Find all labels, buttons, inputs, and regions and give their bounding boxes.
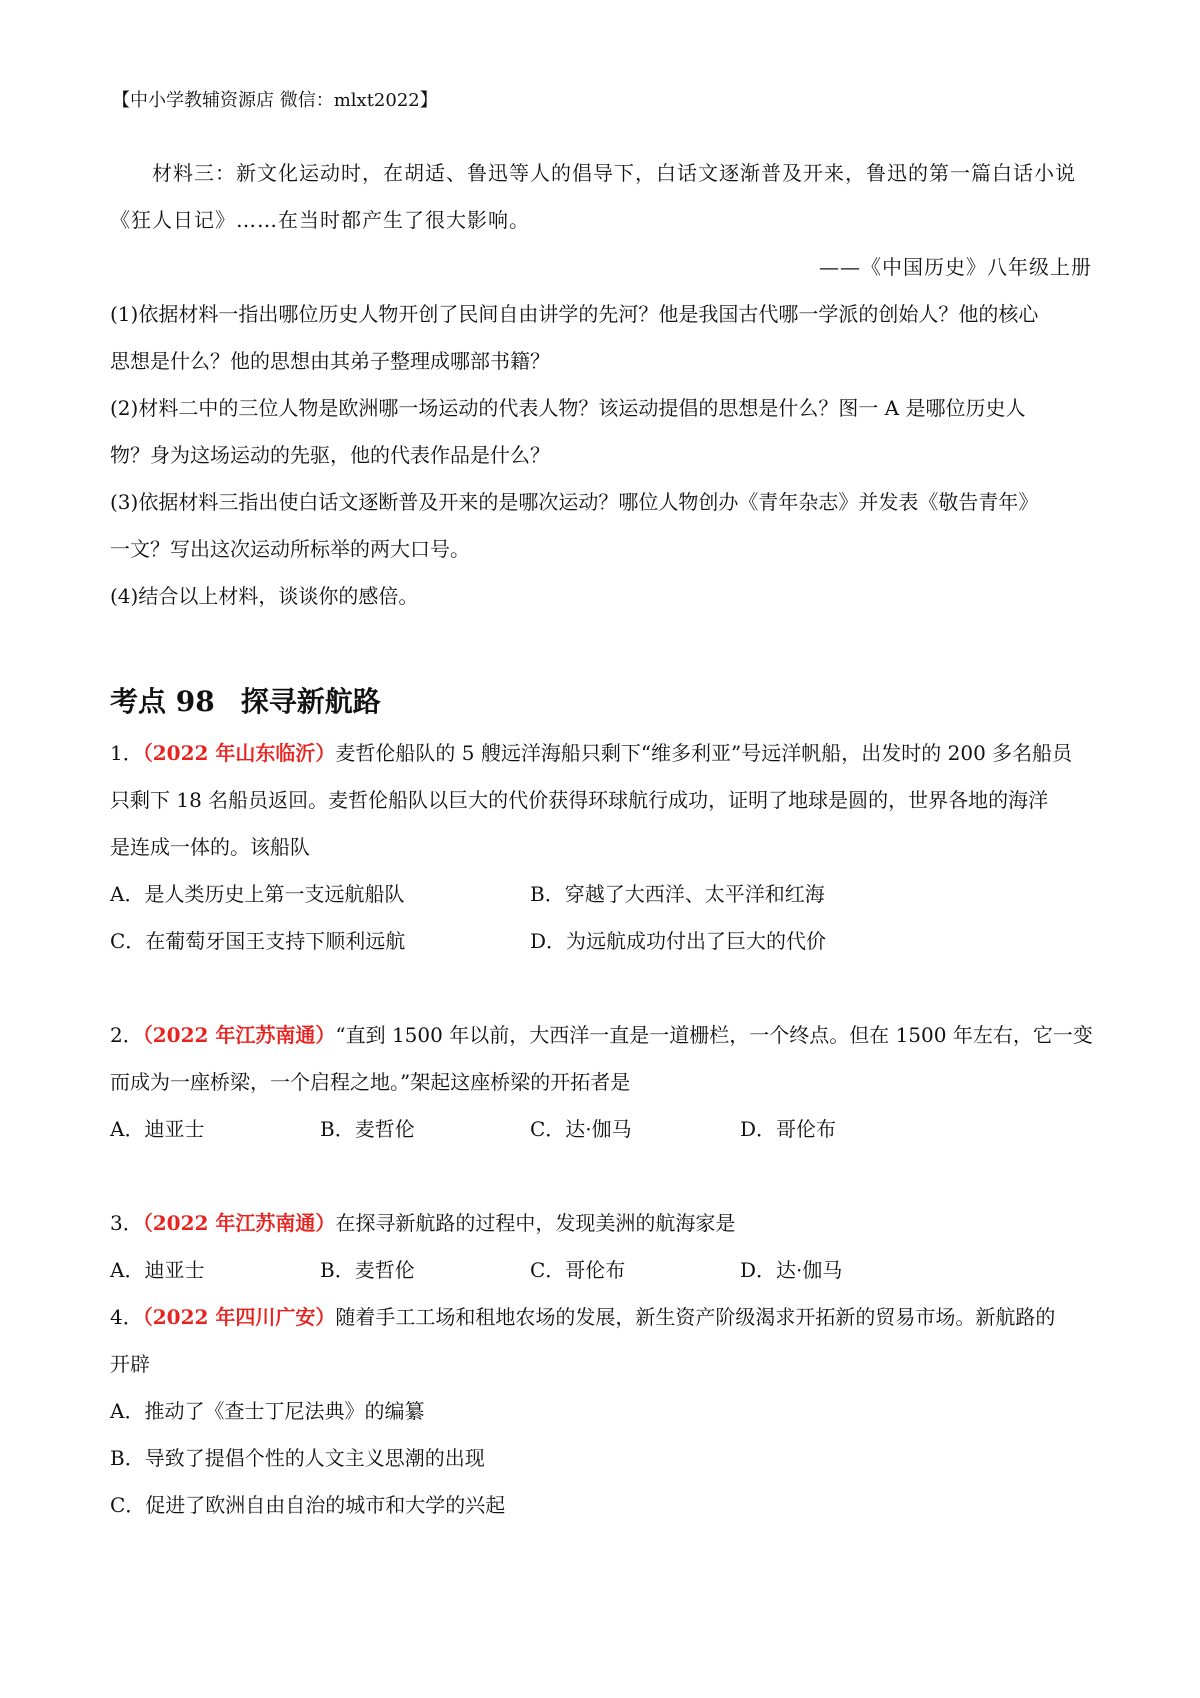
item-2-option-c: C．达·伽马 (530, 1117, 632, 1141)
item-1-option-a: A．是人类历史上第一支远航船队 (110, 882, 405, 906)
question-4-line1: (4)结合以上材料，谈谈你的感倍。 (110, 584, 419, 608)
item-1-option-c: C．在葡萄牙国王支持下顺利远航 (110, 929, 406, 953)
page-header: 【中小学教辅资源店 微信：mlxt2022】 (112, 90, 438, 111)
item-1-option-b: B．穿越了大西洋、太平洋和红海 (530, 882, 825, 906)
item-3-source: （2022 年江苏南通） (142, 1211, 336, 1235)
item-4-option-b: B．导致了提倡个性的人文主义思潮的出现 (110, 1446, 485, 1470)
item-2-option-d: D．哥伦布 (740, 1117, 837, 1141)
item-3-number: 3． (110, 1211, 143, 1235)
item-2-number: 2． (110, 1023, 143, 1047)
item-4-source: （2022 年四川广安） (142, 1305, 336, 1329)
question-2-line2: 物？身为这场运动的先驱，他的代表作品是什么？ (110, 443, 550, 467)
item-1-number: 1． (110, 741, 143, 765)
material3-line2: 《狂人日记》……在当时都产生了很大影响。 (110, 208, 530, 232)
item-1-option-d: D．为远航成功付出了巨大的代价 (530, 929, 827, 953)
item-3-option-a: A．迪亚士 (110, 1258, 205, 1282)
item-1-line2: 只剩下 18 名船员返回。麦哲伦船队以巨大的代价获得环球航行成功，证明了地球是圆的，世界各地的海洋 (110, 788, 1049, 812)
item-2-option-b: B．麦哲伦 (320, 1117, 415, 1141)
question-3-line1: (3)依据材料三指出使白话文逐断普及开来的是哪次运动？哪位人物创办《青年杂志》并发表《敬告青年》 (110, 490, 1039, 514)
section-heading (110, 680, 381, 720)
section-title: 探寻新航路 (240, 685, 381, 718)
question-1-line2: 思想是什么？他的思想由其弟子整理成哪部书籍？ (110, 349, 550, 373)
item-4-line1 (110, 1301, 1055, 1330)
item-3-option-c: C．哥伦布 (530, 1258, 626, 1282)
item-3-option-d: D．达·伽马 (740, 1258, 843, 1282)
item-4-number: 4． (110, 1305, 143, 1329)
material3-line1: 材料三：新文化运动时，在胡适、鲁迅等人的倡导下，白话文逐渐普及开来，鲁迅的第一篇白话小说 (152, 161, 1076, 185)
item-2-line1 (110, 1019, 1093, 1048)
item-1-line3: 是连成一体的。该船队 (110, 835, 310, 859)
item-4-option-a: A．推动了《查士丁尼法典》的编纂 (110, 1399, 425, 1423)
material3-source: ——《中国历史》八年级上册 (819, 255, 1092, 279)
question-2-line1: (2)材料二中的三位人物是欧洲哪一场运动的代表人物？该运动提倡的思想是什么？图一 A 是哪位历史人 (110, 396, 1026, 420)
item-3-option-b: B．麦哲伦 (320, 1258, 415, 1282)
item-1-line1 (110, 737, 1072, 766)
question-1-line1: (1)依据材料一指出哪位历史人物开创了民间自由讲学的先河？他是我国古代哪一学派的创始人？他的核心 (110, 302, 1039, 326)
item-4-line2: 开辟 (110, 1352, 150, 1376)
question-3-line2: 一文？写出这次运动所标举的两大口号。 (110, 537, 470, 561)
item-1-source: （2022 年山东临沂） (142, 741, 336, 765)
item-2-text: “直到 1500 年以前，大西洋一直是一道栅栏，一个终点。但在 1500 年左右，它一变 (335, 1023, 1093, 1047)
item-1-text: 麦哲伦船队的 5 艘远洋海船只剩下“维多利亚”号远洋帆船，出发时的 200 多名船员 (335, 741, 1073, 765)
item-2-source: （2022 年江苏南通） (142, 1023, 336, 1047)
item-3-text: 在探寻新航路的过程中，发现美洲的航海家是 (335, 1211, 736, 1235)
item-2-option-a: A．迪亚士 (110, 1117, 205, 1141)
item-4-option-c: C．促进了欧洲自由自治的城市和大学的兴起 (110, 1493, 506, 1517)
section-label: 考点 98 (110, 685, 215, 718)
item-2-line2: 而成为一座桥梁，一个启程之地。”架起这座桥梁的开拓者是 (110, 1070, 631, 1094)
item-4-text: 随着手工工场和租地农场的发展，新生资产阶级渴求开拓新的贸易市场。新航路的 (335, 1305, 1056, 1329)
item-3-line1 (110, 1207, 735, 1236)
